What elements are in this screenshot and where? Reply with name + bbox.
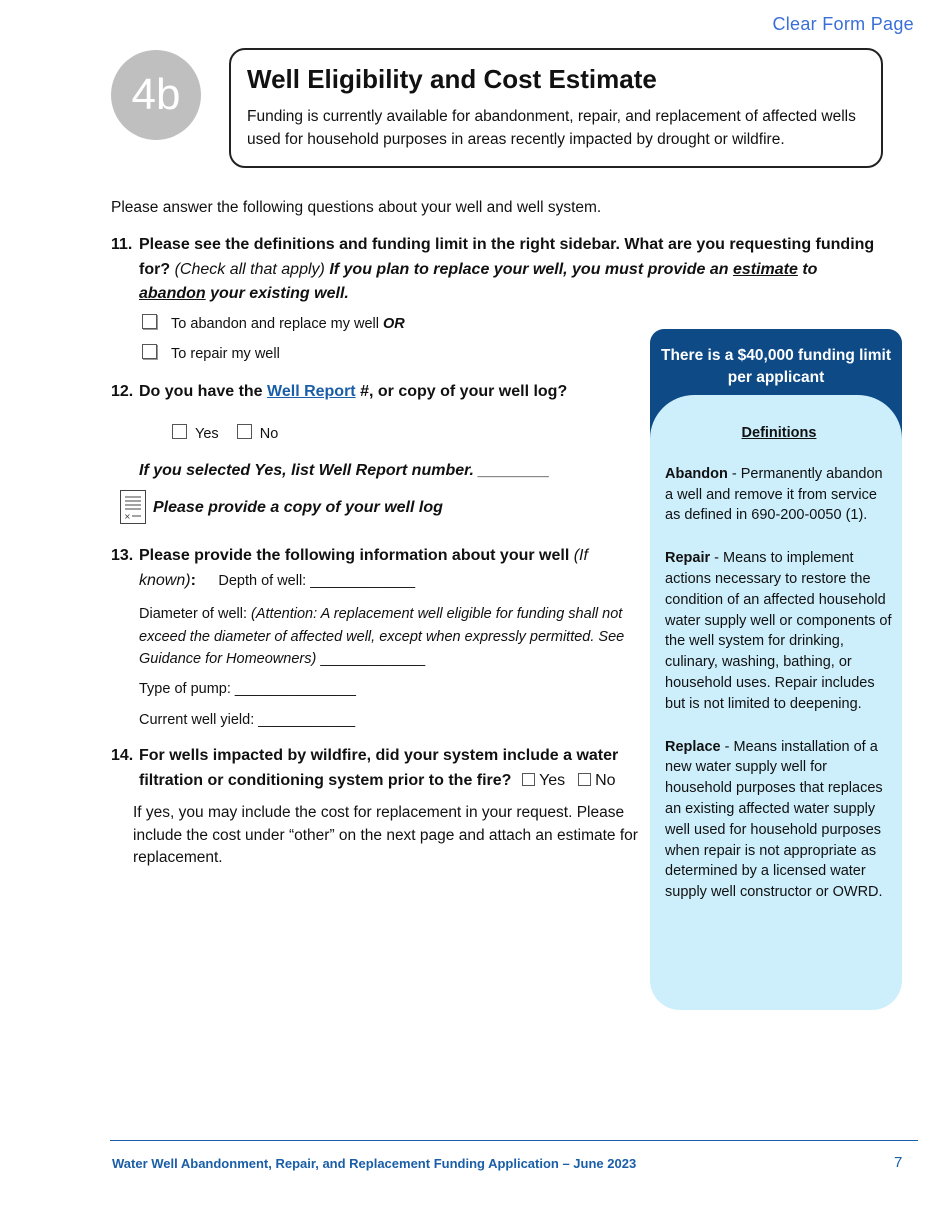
q14-note: If yes, you may include the cost for replacement in your request. Please include the cost under “other” on the next page and attach an estimate for replacement. <box>133 804 638 866</box>
question-13 <box>111 544 621 593</box>
def-replace: - Means installation of a new water supply well for household purposes that replaces an existing affected water supply well used for household purposes when repair is not appropriate as determined by a licensed water supply well constructor or OWRD. <box>665 738 883 901</box>
checkbox-yes[interactable] <box>172 424 187 439</box>
q11-estimate: estimate <box>732 260 798 278</box>
q11-abandon: abandon <box>139 285 206 302</box>
pump-field[interactable]: Type of pump: _______________ <box>139 681 356 697</box>
definition-replace <box>665 737 893 903</box>
well-report-number-field[interactable]: If you selected Yes, list Well Report number. ________ <box>139 462 550 479</box>
q14-text: For wells impacted by wildfire, did your system include a water filtration or conditioning system prior to the fire? <box>139 747 619 789</box>
no-label: No <box>595 771 616 789</box>
option-repair[interactable] <box>142 344 280 362</box>
question-number: 12. <box>111 383 134 400</box>
definition-abandon <box>665 464 893 526</box>
checkbox-repair[interactable] <box>142 344 157 359</box>
diameter-note: (Attention: A replacement well eligible for funding shall not exceed the diameter of affected well, except when expressly permitted. See Guidance for Homeowners) <box>139 606 625 667</box>
footer-title: Water Well Abandonment, Repair, and Replacement Funding Application – June 2023 <box>112 1156 637 1171</box>
question-number: 11. <box>111 236 133 253</box>
sidebar-content <box>665 423 893 925</box>
definitions-sidebar <box>650 329 902 1010</box>
option-abandon-replace[interactable] <box>142 314 405 332</box>
question-number: 14. <box>111 747 134 764</box>
page-number: 7 <box>894 1154 903 1171</box>
term-replace: Replace <box>665 738 721 755</box>
term-repair: Repair <box>665 550 711 567</box>
def-abandon: - Permanently abandon a well and remove it from service as defined in 690-200-0050 (1). <box>665 465 883 524</box>
checkbox-q14-yes[interactable] <box>522 773 535 786</box>
checkbox-q14-no[interactable] <box>578 773 591 786</box>
question-14 <box>111 744 641 793</box>
q11-to: to <box>802 260 818 278</box>
checkbox-no[interactable] <box>237 424 252 439</box>
document-icon <box>120 490 146 524</box>
intro-text: Please answer the following questions about your well and well system. <box>111 199 602 216</box>
yes-label: Yes <box>539 771 566 789</box>
funding-limit-heading: There is a $40,000 funding limit per applicant <box>661 347 891 386</box>
well-report-link[interactable]: Well Report <box>267 383 356 400</box>
depth-field[interactable]: Depth of well: _____________ <box>218 572 416 589</box>
svg-text:×: × <box>124 512 131 521</box>
term-abandon: Abandon <box>665 465 728 482</box>
no-label: No <box>259 426 279 442</box>
q13-text: Please provide the following information about your well <box>139 547 570 564</box>
diameter-label: Diameter of well: <box>139 606 247 622</box>
def-repair: - Means to implement actions necessary to restore the condition of an affected household water supply well or components of the well system for drinking, culinary, washing, bathing, or household uses. Repair includes but is not limited to deepening. <box>665 550 892 712</box>
provide-well-log: Please provide a copy of your well log <box>153 499 443 516</box>
diameter-field[interactable] <box>139 603 629 671</box>
option-label: To abandon and replace my well <box>171 316 379 332</box>
diameter-blank: _____________ <box>320 651 426 667</box>
page-description: Funding is currently available for abandonment, repair, and replacement of affected wells used for household purposes in areas recently impacted by drought or wildfire. <box>247 108 856 148</box>
definitions-title: Definitions <box>741 425 817 441</box>
q12-yes-no <box>172 424 278 442</box>
option-label: To repair my well <box>171 346 280 362</box>
footer-divider <box>110 1140 918 1141</box>
yes-label: Yes <box>195 426 219 442</box>
q11-text: Please see the definitions and funding limit in the right sidebar. What are you requesting funding for? <box>139 236 875 278</box>
q12-text-pre: Do you have the <box>139 383 263 400</box>
section-badge: 4b <box>111 50 201 140</box>
question-number: 13. <box>111 547 134 564</box>
yield-field[interactable]: Current well yield: ____________ <box>139 712 356 728</box>
q13-colon: : <box>190 571 196 589</box>
question-12 <box>111 380 631 405</box>
definition-repair <box>665 548 893 714</box>
checkbox-abandon-replace[interactable] <box>142 314 157 329</box>
q11-existing: your existing well. <box>210 285 349 302</box>
clear-form-button[interactable]: Clear Form Page <box>772 14 914 34</box>
q11-instruction: If you plan to replace your well, you must provide an <box>329 260 729 278</box>
title-box <box>229 48 883 168</box>
page-title: Well Eligibility and Cost Estimate <box>247 64 657 94</box>
q11-hint: (Check all that apply) <box>174 260 325 278</box>
q13-if-known: (If known) <box>139 547 588 589</box>
q12-text-post: #, or copy of your well log? <box>360 383 568 400</box>
or-label: OR <box>383 316 405 332</box>
question-11 <box>111 233 886 307</box>
